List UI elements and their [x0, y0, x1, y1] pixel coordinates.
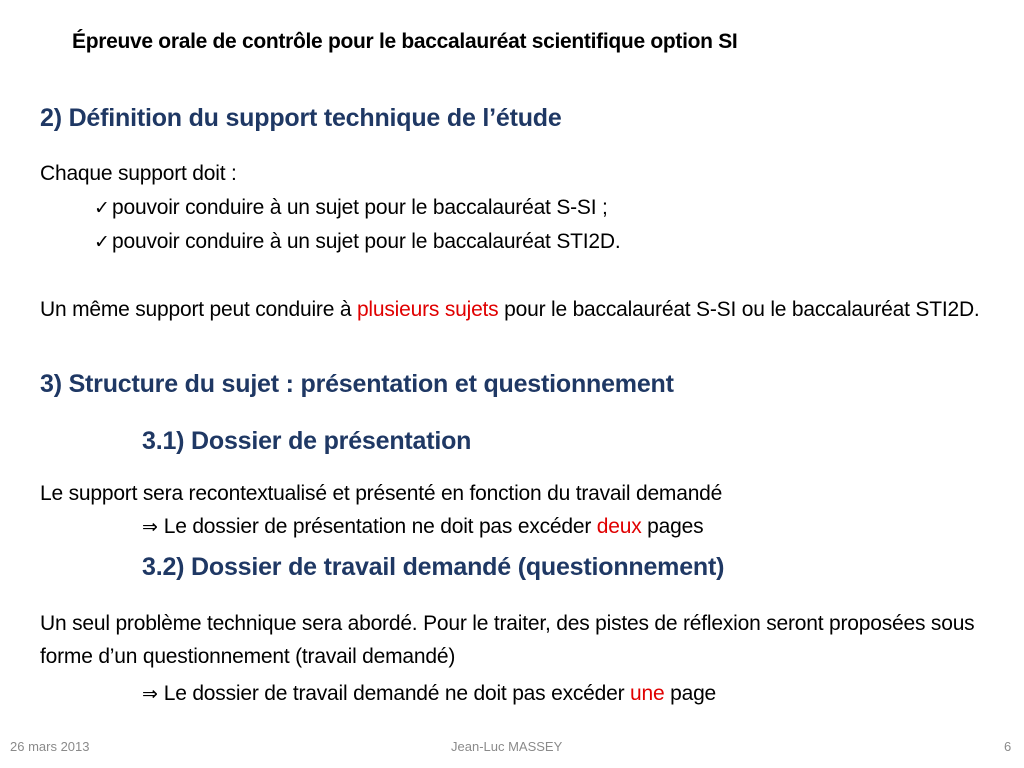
- bullet-text: pouvoir conduire à un sujet pour le baccalauréat STI2D.: [112, 230, 621, 253]
- highlight-text: plusieurs sujets: [356, 298, 499, 321]
- note-text: pages: [641, 515, 704, 538]
- paragraph-text: pour le baccalauréat S-SI ou le baccalauréat STI2D.: [498, 298, 980, 321]
- section-2-paragraph: [40, 293, 1000, 326]
- slide-title: Épreuve orale de contrôle pour le baccalauréat scientifique option SI: [72, 30, 738, 53]
- implies-arrow-icon: ⇒: [142, 683, 158, 705]
- implies-arrow-icon: ⇒: [142, 516, 158, 538]
- subsection-3-2-text: Un seul problème technique sera abordé. Pour le traiter, des pistes de réflexion seront proposées sous forme d’un questionnement (travail demandé): [40, 612, 975, 668]
- checkmark-icon: ✓: [94, 231, 110, 253]
- footer-author: Jean-Luc MASSEY: [451, 739, 563, 754]
- footer-date: 26 mars 2013: [10, 739, 90, 754]
- subsection-3-2-heading: 3.2) Dossier de travail demandé (questionnement): [142, 553, 725, 581]
- highlight-text: deux: [596, 515, 642, 538]
- paragraph-text: Un même support peut conduire à: [40, 298, 357, 321]
- bullet-item: [94, 191, 608, 225]
- highlight-text: une: [630, 682, 665, 705]
- subsection-3-2-note: [142, 677, 716, 711]
- note-text: page: [664, 682, 717, 705]
- subsection-3-1-heading: 3.1) Dossier de présentation: [142, 427, 472, 455]
- section-2-heading: 2) Définition du support technique de l’étude: [40, 104, 562, 132]
- note-text: Le dossier de travail demandé ne doit pas excéder: [163, 682, 631, 705]
- section-3-heading: 3) Structure du sujet : présentation et questionnement: [40, 370, 674, 398]
- bullet-item: [94, 225, 620, 259]
- note-text: Le dossier de présentation ne doit pas excéder: [163, 515, 597, 538]
- subsection-3-1-note: [142, 510, 703, 544]
- footer-page-number: 6: [1004, 739, 1012, 754]
- checkmark-icon: ✓: [94, 197, 110, 219]
- subsection-3-1-text: Le support sera recontextualisé et présenté en fonction du travail demandé: [40, 482, 723, 505]
- bullet-text: pouvoir conduire à un sujet pour le baccalauréat S-SI ;: [112, 196, 608, 219]
- section-2-intro: Chaque support doit :: [40, 162, 237, 185]
